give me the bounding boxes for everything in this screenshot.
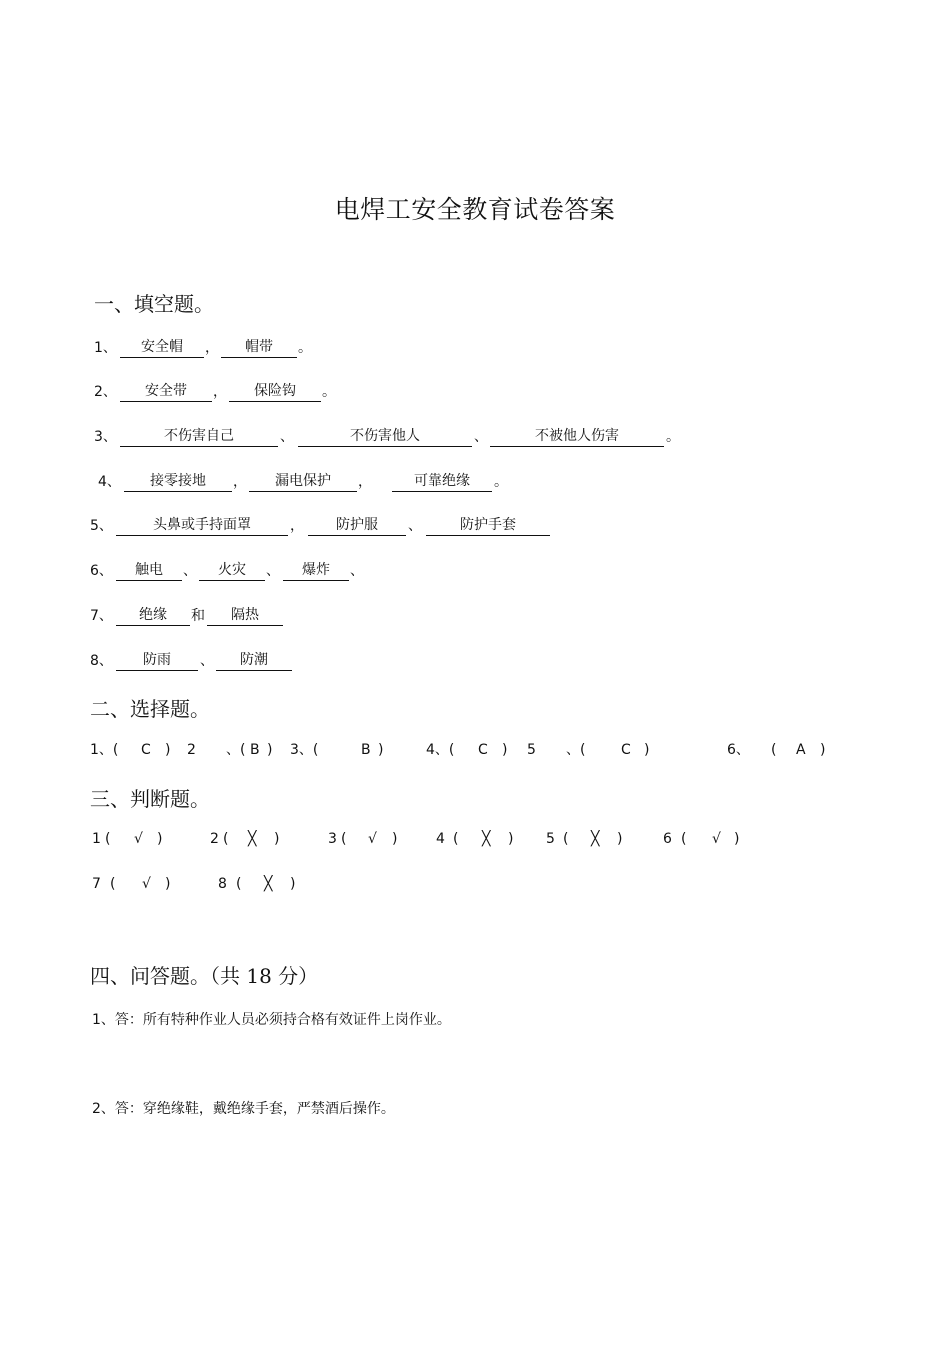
answer-blank: 头鼻或手持面罩 [116,515,288,536]
fill-item-7 [0,605,950,627]
separator: ， [290,518,304,534]
judge-paren: ) [508,831,514,847]
judge-paren: ( [453,831,459,847]
fill-item-3 [0,426,950,448]
judge-paren: ( [105,831,111,847]
separator: 、 [474,429,488,445]
answer-blank: 帽带 [221,337,297,358]
answer-blank: 火灾 [199,560,265,581]
item-number: 3、 [94,429,117,445]
section-heading-fill-blank: 一、填空题。 [94,292,214,316]
answer-blank: 可靠绝缘 [392,471,492,492]
section-heading-multiple-choice: 二、选择题。 [90,697,210,721]
answer-blank: 爆炸 [283,560,349,581]
judge-paren: ) [734,831,740,847]
answer-blank: 接零接地 [124,471,232,492]
fill-item-1 [0,337,950,359]
separator: 、 [200,653,214,669]
judge-number: 2 [210,831,219,847]
answer-blank: 防护服 [308,515,406,536]
choice-number: 1、( [90,742,119,758]
separator: ， [205,340,219,356]
judge-number: 4 [436,831,445,847]
answer-blank: 不伤害他人 [298,426,472,447]
answer-blank: 隔热 [207,605,283,626]
separator: 、 [183,563,197,579]
judge-number: 8 [218,876,227,892]
choice-paren: ) [267,742,273,758]
choice-number: 2 [187,742,196,758]
judge-number: 3 [328,831,337,847]
judge-paren: ( [223,831,229,847]
fill-item-4 [0,471,950,493]
short-answer-1: 1、答：所有特种作业人员必须持合格有效证件上岗作业。 [92,1012,451,1028]
choice-paren: 、( [566,742,586,758]
judge-number: 7 [92,876,101,892]
answer-blank: 保险钩 [229,381,321,402]
answer-blank: 不伤害自己 [120,426,278,447]
judge-paren: ) [392,831,398,847]
choice-answer: B [250,742,260,758]
separator: 。 [666,429,680,445]
check-mark-icon: √ [134,831,143,847]
answer-blank: 防潮 [216,650,292,671]
judge-paren: ) [157,831,163,847]
answer-blank: 安全帽 [120,337,204,358]
judge-paren: ) [165,876,171,892]
judge-paren: ) [290,876,296,892]
section-heading-true-false: 三、判断题。 [90,787,210,811]
answer-blank: 安全带 [120,381,212,402]
choice-answer: C [478,742,488,758]
short-answer-2: 2、答：穿绝缘鞋，戴绝缘手套，严禁酒后操作。 [92,1101,395,1117]
judge-paren: ) [274,831,280,847]
choice-answer: A [796,742,806,758]
choice-paren: ) [378,742,384,758]
separator: ， [213,384,227,400]
item-number: 4、 [98,474,121,490]
answer-blank: 不被他人伤害 [490,426,664,447]
judge-paren: ( [563,831,569,847]
judge-number: 1 [92,831,101,847]
choice-number: 6、 [727,742,750,758]
item-number: 6、 [90,563,113,579]
cross-mark-icon: ╳ [591,831,600,847]
judge-paren: ( [110,876,116,892]
answer-blank: 防护手套 [426,515,550,536]
separator: 、 [408,518,422,534]
separator: 、 [350,563,364,579]
item-number: 5、 [90,518,113,534]
answer-blank: 漏电保护 [249,471,357,492]
separator: 。 [298,340,312,356]
choice-paren: 、( [226,742,246,758]
answer-blank: 触电 [116,560,182,581]
separator: 和 [191,608,205,624]
judge-answers-row-2 [0,873,950,895]
fill-item-6 [0,560,950,582]
item-number: 7、 [90,608,113,624]
choice-paren: ) [644,742,650,758]
answer-blank: 防雨 [116,650,198,671]
page-title: 电焊工安全教育试卷答案 [334,195,616,224]
fill-item-5 [0,515,950,537]
choice-paren: ( [771,742,777,758]
item-number: 1、 [94,340,117,356]
item-number: 8、 [90,653,113,669]
answer-blank: 绝缘 [116,605,190,626]
judge-number: 5 [546,831,555,847]
judge-number: 6 [663,831,672,847]
judge-paren: ( [341,831,347,847]
choice-paren: ) [502,742,508,758]
judge-paren: ( [236,876,242,892]
separator: 。 [494,474,508,490]
choice-number: 3、( [290,742,319,758]
separator: ， [233,474,247,490]
judge-paren: ) [617,831,623,847]
separator: 、 [266,563,280,579]
check-mark-icon: √ [368,831,377,847]
cross-mark-icon: ╳ [264,876,273,892]
choice-number: 5 [527,742,536,758]
choice-paren: ) [165,742,171,758]
choice-number: 4、( [426,742,455,758]
judge-paren: ( [681,831,687,847]
choice-answer: B [361,742,371,758]
check-mark-icon: √ [142,876,151,892]
judge-answers-row-1 [0,828,950,850]
choice-answers-row [0,739,950,761]
check-mark-icon: √ [712,831,721,847]
fill-item-8 [0,650,950,672]
item-number: 2、 [94,384,117,400]
choice-answer: C [621,742,631,758]
cross-mark-icon: ╳ [482,831,491,847]
section-heading-short-answer: 四、问答题。（共 18 分） [90,964,319,988]
choice-paren: ) [820,742,826,758]
cross-mark-icon: ╳ [248,831,257,847]
fill-item-2 [0,381,950,403]
separator: 、 [280,429,294,445]
separator: 。 [322,384,336,400]
separator: ， [358,474,372,490]
choice-answer: C [141,742,151,758]
